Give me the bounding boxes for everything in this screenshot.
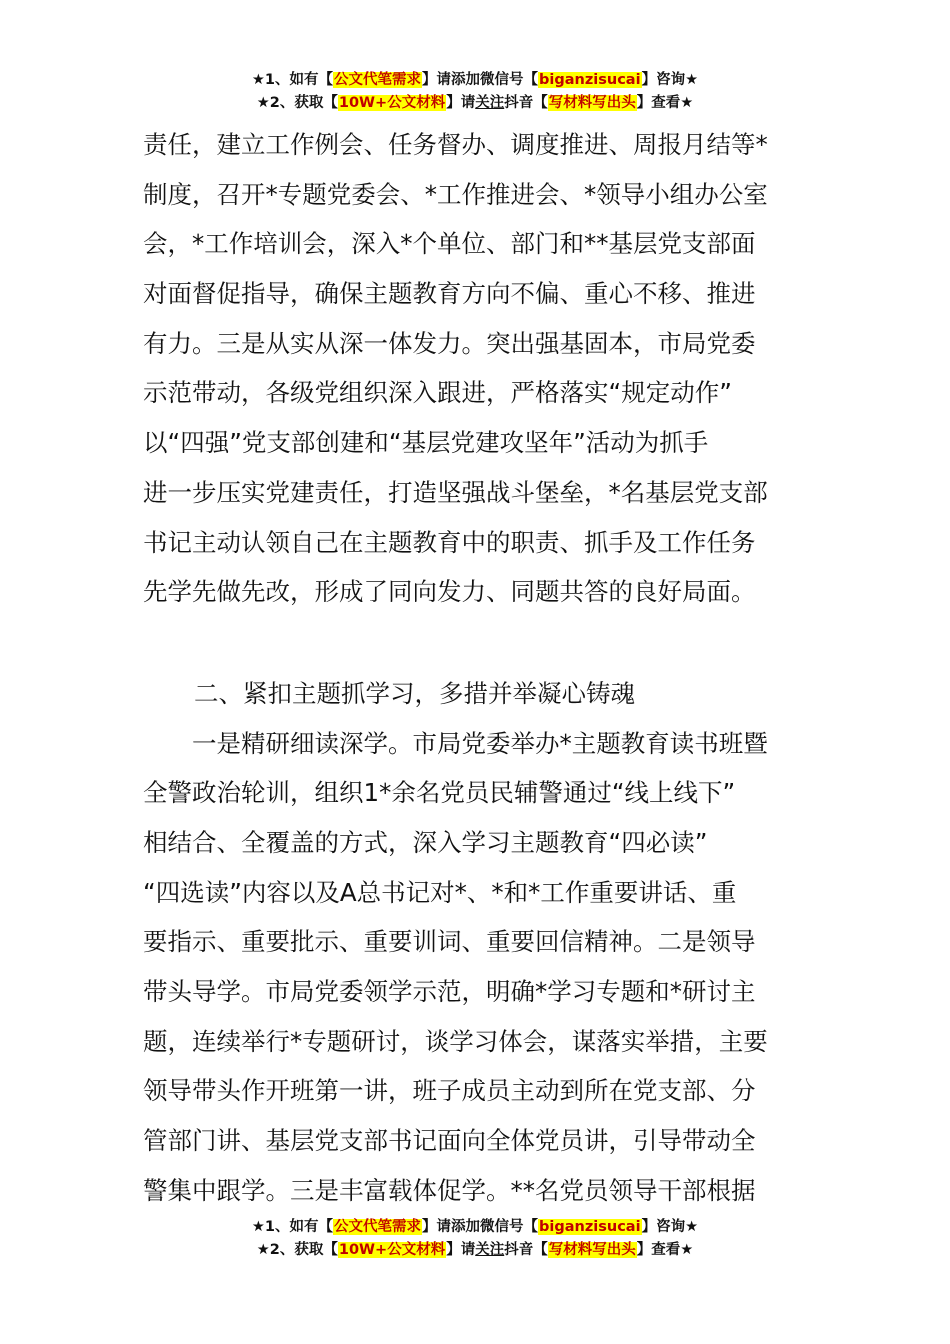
text-line: 带头导学。市局党委领学示范，明确*学习专题和*研讨主 — [143, 977, 756, 1006]
banner-text: 】查看★ — [636, 1242, 694, 1258]
text-line: 全警政治轮训，组织1*余名党员民辅警通过“线上线下” — [143, 778, 736, 808]
text-line: 要指示、重要批示、重要训词、重要回信精神。二是领导 — [143, 927, 756, 957]
document-body — [143, 120, 811, 1215]
highlight-materials: 10W+公文材料 — [338, 95, 446, 111]
banner-text: 添加 — [451, 1219, 481, 1235]
text-line: 会，*工作培训会，深入*个单位、部门和**基层党支部面 — [143, 229, 756, 259]
text-line: 以“四强”党支部创建和“基层党建攻坚年”活动为抓手 — [143, 428, 709, 458]
text-line: 相结合、全覆盖的方式，深入学习主题教育“四必读” — [143, 827, 708, 857]
banner-text: 】请 — [422, 72, 452, 88]
banner-text: 】请 — [422, 1219, 452, 1235]
text-line: “四选读”内容以及A总书记对*、*和*工作重要讲话、重 — [143, 877, 737, 907]
banner-text: ★1、如有【 — [251, 72, 334, 88]
text-line: 书记主动认领自己在主题教育中的职责、抓手及工作任务 — [143, 527, 756, 557]
banner-text: 抖音【 — [504, 1242, 548, 1258]
banner-text: 关注 — [475, 1242, 505, 1258]
text-line: 有力。三是从实从深一体发力。突出强基固本，市局党委 — [143, 328, 756, 358]
text-line: 警集中跟学。三是丰富载体促学。**名党员领导干部根据 — [143, 1175, 756, 1205]
highlight-wechat-id: biganzisucai — [539, 1219, 641, 1235]
text-line: 管部门讲、基层党支部书记面向全体党员讲，引导带动全 — [143, 1126, 756, 1156]
banner-line-1 — [0, 1216, 950, 1239]
banner-text: ★2、获取【 — [256, 95, 338, 111]
banner-text: 】请 — [446, 95, 476, 111]
text-line: 题，连续举行*专题研讨，谈学习体会，谋落实举措，主要 — [143, 1026, 768, 1056]
text-line: 示范带动，各级党组织深入跟进，严格落实“规定动作” — [143, 378, 732, 408]
banner-text: 关注 — [475, 95, 505, 111]
text-line: 一是精研细读深学。市局党委举办*主题教育读书班暨 — [143, 728, 768, 758]
top-banner — [0, 69, 950, 115]
banner-text: 】咨询★ — [641, 72, 699, 88]
banner-text: 】咨询★ — [641, 1219, 699, 1235]
highlight-service: 公文代笔需求 — [334, 1219, 422, 1235]
highlight-douyin-id: 写材料写出头 — [548, 1242, 636, 1258]
text-line: 进一步压实党建责任，打造坚强战斗堡垒，*名基层党支部 — [143, 477, 768, 507]
banner-text: 】查看★ — [636, 95, 694, 111]
highlight-wechat-id: biganzisucai — [539, 72, 641, 88]
text-line: 制度，召开*专题党委会、*工作推进会、*领导小组办公室 — [143, 179, 768, 209]
banner-text: ★2、获取【 — [256, 1242, 338, 1258]
banner-text: ★1、如有【 — [251, 1219, 334, 1235]
highlight-materials: 10W+公文材料 — [338, 1242, 446, 1258]
text-line: 先学先做先改，形成了同向发力、同题共答的良好局面。 — [143, 577, 756, 607]
banner-text: 抖音【 — [504, 95, 548, 111]
banner-text: 】请 — [446, 1242, 476, 1258]
banner-line-2 — [0, 92, 950, 115]
text-line: 对面督促指导，确保主题教育方向不偏、重心不移、推进 — [143, 279, 756, 309]
banner-line-2 — [0, 1239, 950, 1262]
paragraph-1 — [143, 120, 811, 617]
highlight-service: 公文代笔需求 — [334, 72, 422, 88]
paragraph-2 — [143, 719, 811, 1216]
bottom-banner — [0, 1216, 950, 1262]
text-line: 责任，建立工作例会、任务督办、调度推进、周报月结等* — [143, 130, 768, 159]
text-line: 领导带头作开班第一讲，班子成员主动到所在党支部、分 — [143, 1076, 756, 1106]
banner-line-1 — [0, 69, 950, 92]
banner-text: 微信号【 — [480, 72, 539, 88]
section-heading: 二、紧扣主题抓学习，多措并举凝心铸魂 — [194, 678, 635, 708]
highlight-douyin-id: 写材料写出头 — [548, 95, 636, 111]
banner-text: 添加 — [451, 72, 481, 88]
banner-text: 微信号【 — [480, 1219, 539, 1235]
